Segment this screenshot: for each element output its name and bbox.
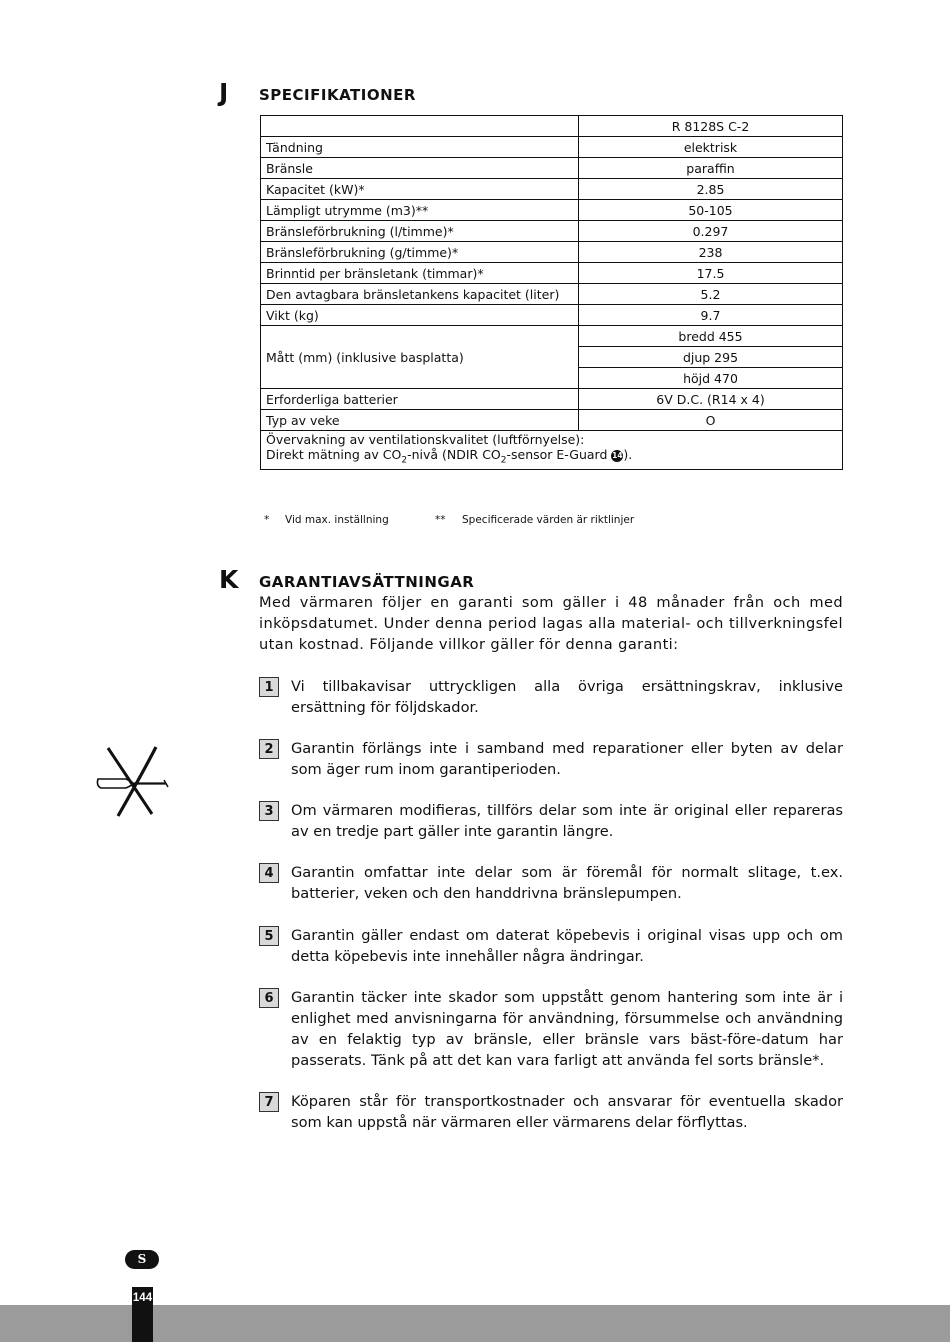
table-row	[261, 179, 843, 200]
table-row	[261, 158, 843, 179]
spec-label: Bränsle	[261, 158, 579, 179]
dimension-width: bredd 455	[579, 326, 843, 347]
spec-label: Bränsleförbrukning (g/timme)*	[261, 242, 579, 263]
item-number: 3	[259, 801, 279, 821]
table-row	[261, 326, 843, 347]
spec-value: 17.5	[579, 263, 843, 284]
item-text: Köparen står för transportkostnader och ansvarar för eventuella skador som kan uppstå när värmaren eller värmarens delar förflyttas.	[291, 1093, 843, 1131]
item-text: Garantin täcker inte skador som uppstått genom hantering som inte är i enlighet med anvisningarna för användning, försummelse och användning av en felaktig typ av bränsle, eller bränsle vars bäst-före-datum har passerats. Tänk på att det kan vara farligt att använda fel sorts bränsle*.	[291, 989, 843, 1069]
item-text: Garantin gäller endast om daterat köpebevis i original visas upp och om detta köpebevis inte innehåller några ändringar.	[291, 927, 843, 965]
spec-label: Tändning	[261, 137, 579, 158]
ventilation-text-b: -nivå (NDIR CO	[407, 447, 501, 462]
table-row	[261, 410, 843, 431]
item-number: 4	[259, 863, 279, 883]
spec-value: 0.297	[579, 221, 843, 242]
spec-label: Erforderliga batterier	[261, 389, 579, 410]
dimensions-label: Mått (mm) (inklusive basplatta)	[261, 326, 579, 389]
spec-label: Brinntid per bränsletank (timmar)*	[261, 263, 579, 284]
ventilation-text-a: Direkt mätning av CO	[266, 447, 402, 462]
table-row	[261, 242, 843, 263]
table-row	[261, 284, 843, 305]
spec-label: Vikt (kg)	[261, 305, 579, 326]
section-k-letter: K	[219, 565, 239, 594]
spec-label: Den avtagbara bränsletankens kapacitet (liter)	[261, 284, 579, 305]
spec-value: 2.85	[579, 179, 843, 200]
table-row	[261, 137, 843, 158]
item-text: Vi tillbakavisar uttryckligen alla övriga ersättningskrav, inklusive ersättning för följdskador.	[291, 678, 843, 716]
spec-label: Kapacitet (kW)*	[261, 179, 579, 200]
dimension-depth: djup 295	[579, 347, 843, 368]
item-number: 7	[259, 1092, 279, 1112]
footnote-2-text: Specificerade värden är riktlinjer	[462, 514, 635, 526]
spec-value: elektrisk	[579, 137, 843, 158]
warranty-intro: Med värmaren följer en garanti som gäller i 48 månader från och med inköpsdatumet. Under denna period lagas alla material- och tillverkningsfel utan kostnad. Följande villkor gäller för denna garanti:	[259, 594, 843, 653]
footnote-1-mark: *	[264, 514, 270, 526]
language-badge: S	[125, 1250, 159, 1269]
spec-value: 238	[579, 242, 843, 263]
table-row	[261, 116, 843, 137]
specifications-table	[260, 115, 843, 470]
co2-subscript: 2	[500, 455, 507, 466]
ventilation-line-1: Övervakning av ventilationskvalitet (luftförnyelse):	[266, 432, 585, 447]
spec-label: Typ av veke	[261, 410, 579, 431]
spec-label: Bränsleförbrukning (l/timme)*	[261, 221, 579, 242]
table-row	[261, 431, 843, 470]
item-number: 1	[259, 677, 279, 697]
item-text: Om värmaren modifieras, tillförs delar som inte är original eller repareras av en tredje part gäller inte garantin längre.	[291, 802, 843, 840]
model-header: R 8128S C-2	[579, 116, 843, 137]
item-text: Garantin omfattar inte delar som är föremål för normalt slitage, t.ex. batterier, veken och den handdrivna bränslepumpen.	[291, 864, 843, 902]
item-number: 6	[259, 988, 279, 1008]
table-header-empty	[261, 116, 579, 137]
spec-value: 9.7	[579, 305, 843, 326]
spec-value: O	[579, 410, 843, 431]
table-row	[261, 221, 843, 242]
spec-value: 5.2	[579, 284, 843, 305]
dimension-height: höjd 470	[579, 368, 843, 389]
item-text: Garantin förlängs inte i samband med reparationer eller byten av delar som äger rum inom garantiperioden.	[291, 740, 843, 778]
ventilation-cell	[261, 431, 843, 470]
table-row	[261, 389, 843, 410]
section-j-title: SPECIFIKATIONER	[259, 86, 416, 104]
reference-number-badge: 14	[612, 450, 623, 460]
spec-value: 6V D.C. (R14 x 4)	[579, 389, 843, 410]
table-row	[261, 305, 843, 326]
footnote-2-mark: **	[435, 514, 446, 526]
section-k-title: GARANTIAVSÄTTNINGAR	[259, 573, 475, 591]
co2-subscript: 2	[401, 455, 408, 466]
ventilation-text-c: -sensor E-Guard	[506, 447, 612, 462]
spec-label: Lämpligt utrymme (m3)**	[261, 200, 579, 221]
ventilation-line-2	[266, 447, 837, 469]
spec-value: paraffin	[579, 158, 843, 179]
item-number: 2	[259, 739, 279, 759]
page-number: 144	[132, 1287, 153, 1342]
table-row	[261, 263, 843, 284]
item-number: 5	[259, 926, 279, 946]
footnote-1-text: Vid max. inställning	[285, 514, 389, 526]
section-j-letter: J	[219, 78, 229, 107]
ventilation-text-d: ).	[623, 447, 633, 462]
crossed-screwdriver-icon	[92, 742, 172, 820]
table-row	[261, 200, 843, 221]
spec-value: 50-105	[579, 200, 843, 221]
